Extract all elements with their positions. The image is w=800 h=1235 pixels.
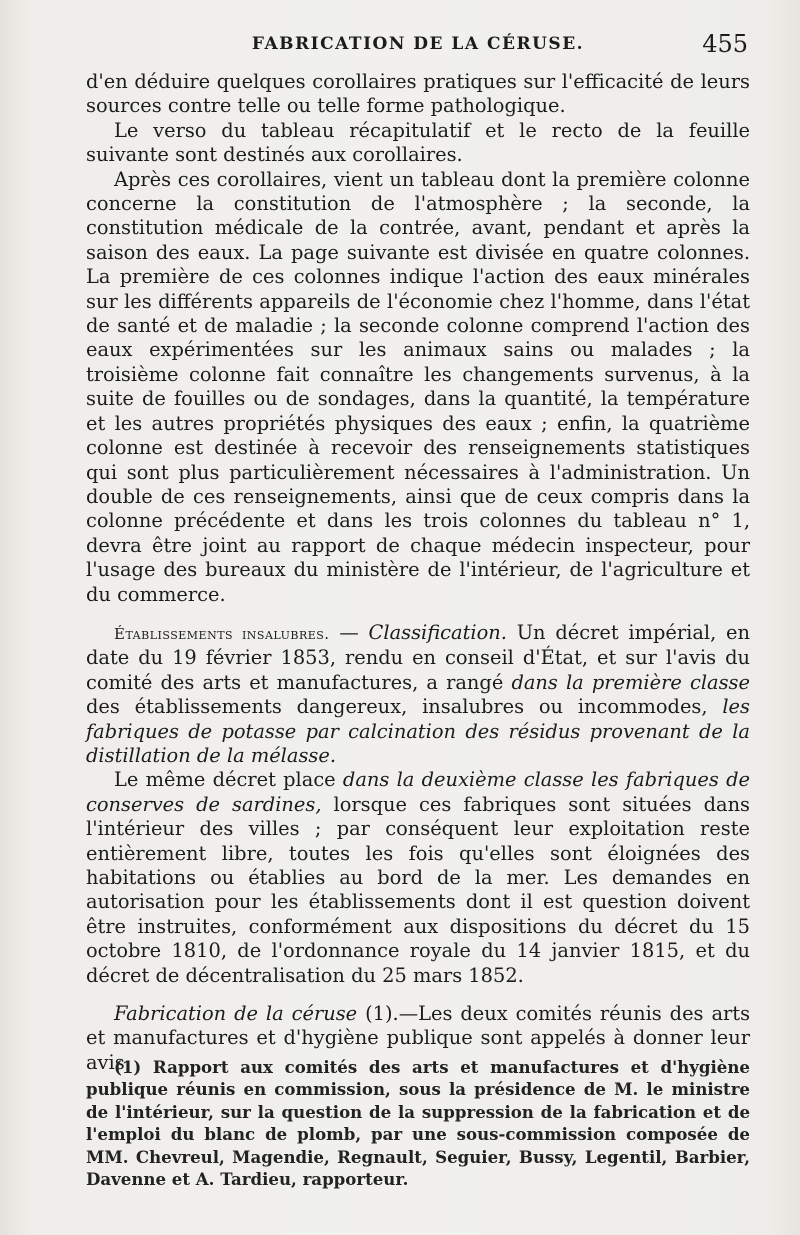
paragraph-sardines bbox=[86, 768, 750, 988]
page-header bbox=[86, 30, 750, 64]
paragraph-gap bbox=[86, 988, 750, 1002]
running-title: FABRICATION DE LA CÉRUSE. bbox=[251, 34, 585, 54]
emphasis-segment: dans la deuxième classe les fabriques de conserves de sardines, bbox=[86, 768, 750, 816]
text-segment: des établissements dangereux, insalubres ou incommodes, bbox=[86, 695, 723, 719]
text-segment: Un décret impérial, en date du 19 février 1853, rendu en conseil d'État, et sur l'avis du comité des arts et manufactures, a rangé bbox=[86, 620, 751, 694]
paragraph-gap bbox=[86, 607, 750, 621]
paragraph-etablissements bbox=[86, 621, 750, 768]
emphasis-segment: dans la première classe bbox=[511, 670, 750, 694]
footnote-reference: (1). bbox=[357, 1002, 399, 1026]
section-subheading: Classification. bbox=[368, 620, 507, 644]
paragraph-verso: Le verso du tableau récapitulatif et le recto de la feuille suivante sont destinés aux corollaires. bbox=[86, 118, 750, 167]
body-text bbox=[86, 70, 750, 1075]
paragraph-corollaires: Après ces corollaires, vient un tableau dont la première colonne concerne la constitution de l'atmosphère ; la seconde, la constitution médicale de la contrée, avant, pendant et après la saison des eaux. La page suivante est divisée en quatre colonnes. La première de ces colonnes indique l'action des eaux minérales sur les différents appareils de l'économie chez l'homme, dans l'état de santé et de maladie ; la seconde colonne comprend l'action des eaux expérimentées sur les animaux sains ou malades ; la troisième colonne fait connaître les changements survenus, à la suite de fouilles ou de sondages, dans la quantité, la température et les autres propriétés physiques des eaux ; enfin, la quatrième colonne est destinée à recevoir des renseignements statistiques qui sont plus particulièrement nécessaires à l'administration. Un double de ces renseignements, ainsi que de ceux compris dans la colonne précédente et dans les trois colonnes du tableau n° 1, devra être joint au rapport de chaque médecin inspecteur, pour l'usage des bureaux du ministère de l'intérieur, de l'agriculture et du commerce. bbox=[86, 167, 750, 606]
text-segment: lorsque ces fabriques sont situées dans l'intérieur des villes ; par conséquent leur exploitation reste entièrement libre, toutes les fois qu'elles sont éloignées des habitations ou établies au bord de la mer. Les demandes en autorisation pour les établissements dont il est question doivent être instruites, conformément aux dispositions du décret du 15 octobre 1810, de l'ordonnance royale du 14 janvier 1815, et du décret de décentralisation du 25 mars 1852. bbox=[86, 792, 751, 987]
section-heading: Établissements insalubres. bbox=[114, 624, 330, 643]
heading-dash: — bbox=[329, 620, 369, 644]
footnote bbox=[86, 1056, 750, 1190]
page-number: 455 bbox=[702, 30, 748, 58]
footnote-text: (1) Rapport aux comités des arts et manufactures et d'hygiène publique réunis en commission, sous la présidence de M. le ministre de l'intérieur, sur la question de la suppression de la fabrication et de l'emploi du blanc de plomb, par une sous-commission composée de MM. Chevreul, Magendie, Regnault, Seguier, Bussy, Legentil, Barbier, Davenne et A. Tardieu, rapporteur. bbox=[86, 1057, 750, 1190]
emphasis-segment: Fabrication de la céruse bbox=[114, 1002, 358, 1026]
text-segment: —Les deux comités réunis des arts et manufactures et d'hygiène publique sont appelés à donner leur avis bbox=[86, 1002, 751, 1074]
text-segment: Le même décret place bbox=[114, 768, 343, 792]
emphasis-segment: les fabriques de potasse par calcination des résidus provenant de la distillation de la mélasse. bbox=[86, 695, 750, 767]
paragraph-continuation: d'en déduire quelques corollaires pratiques sur l'efficacité de leurs sources contre telle ou telle forme pathologique. bbox=[86, 70, 750, 118]
